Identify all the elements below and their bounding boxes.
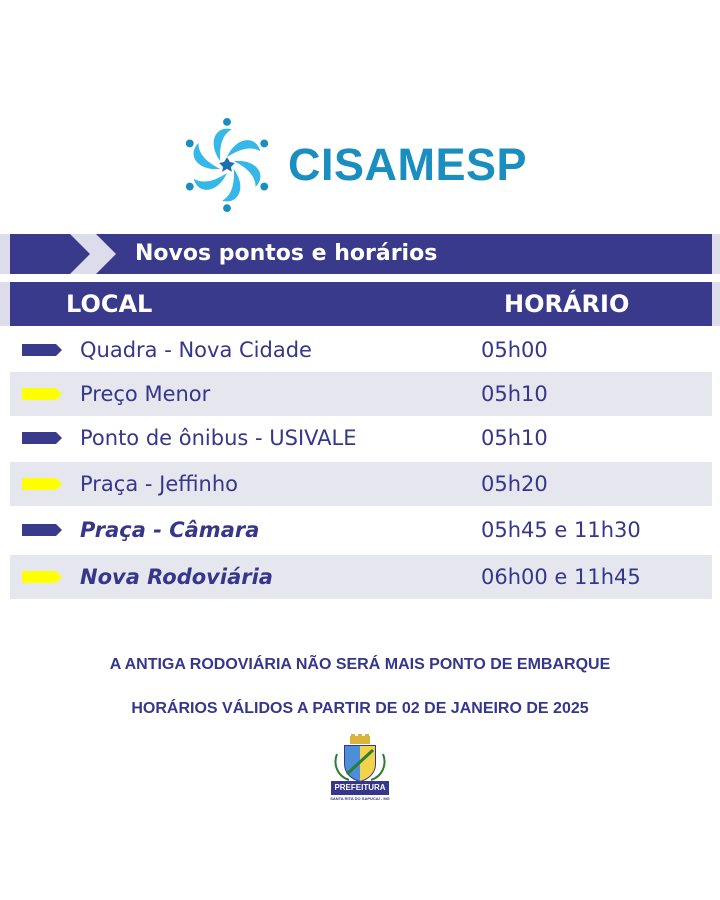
table-row [10, 462, 712, 506]
row-time: 05h20 [481, 472, 548, 496]
row-time: 05h00 [481, 338, 548, 362]
cisamesp-logo [178, 116, 527, 214]
row-time: 06h00 e 11h45 [481, 565, 641, 589]
table-row [10, 372, 712, 416]
arrow-marker-icon [22, 571, 62, 583]
arrow-marker-icon [22, 524, 62, 536]
notice-valid-date: HORÁRIOS VÁLIDOS A PARTIR DE 02 DE JANEIRO DE 2025 [131, 700, 589, 717]
table-row [10, 416, 712, 460]
row-time: 05h45 e 11h30 [481, 518, 641, 542]
arrow-marker-icon [22, 478, 62, 490]
prefeitura-label: PREFEITURA [331, 781, 389, 795]
row-time: 05h10 [481, 382, 548, 406]
table-row [10, 508, 712, 552]
prefeitura-subtitle: SANTA RITA DO SAPUCAÍ - MG [330, 796, 390, 801]
row-place: Ponto de ônibus - USIVALE [80, 426, 357, 450]
row-place: Nova Rodoviária [80, 565, 273, 589]
column-header-local: LOCAL [66, 290, 153, 318]
banner-title: Novos pontos e horários [135, 241, 438, 266]
notice-old-station: A ANTIGA RODOVIÁRIA NÃO SERÁ MAIS PONTO DE EMBARQUE [109, 656, 611, 673]
row-place: Preço Menor [80, 382, 211, 406]
header-edge-right [712, 282, 720, 326]
title-banner [0, 234, 720, 274]
arrow-marker-icon [22, 388, 62, 400]
header-edge-left [0, 282, 10, 326]
table-row [10, 328, 712, 372]
row-time: 05h10 [481, 426, 548, 450]
row-place: Praça - Câmara [80, 518, 260, 542]
table-row [10, 555, 712, 599]
arrow-marker-icon [22, 432, 62, 444]
pinwheel-logo-icon [178, 116, 276, 214]
row-place: Quadra - Nova Cidade [80, 338, 312, 362]
table-header [10, 282, 712, 326]
arrow-marker-icon [22, 344, 62, 356]
row-place: Praça - Jeffinho [80, 472, 239, 496]
brand-name: CISAMESP [288, 139, 528, 190]
column-header-horario: HORÁRIO [504, 290, 630, 318]
